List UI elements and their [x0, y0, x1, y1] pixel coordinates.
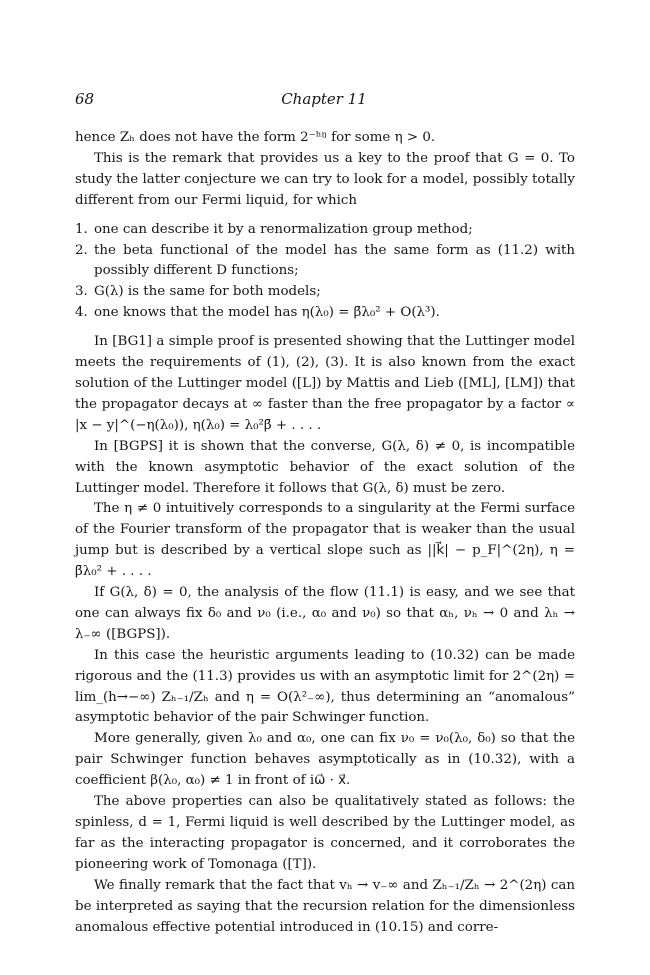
list-item-text: the beta functional of the model has the same form as (11.2) with possibly different D functions;	[94, 242, 575, 279]
list-item-number: 3.	[75, 284, 88, 300]
list-item	[75, 282, 575, 303]
paragraph: If G(λ, δ) = 0, the analysis of the flow (11.1) is easy, and we see that one can always fix δ₀ and ν₀ (i.e., α₀ and ν₀) so that αₕ, νₕ → 0 and λₕ → λ₋∞ ([BGPS]).	[75, 585, 575, 642]
paragraph: In this case the heuristic arguments leading to (10.32) can be made rigorous and the (11.3) provides us with an asymptotic limit for 2^(2η) = lim_(h→−∞) Zₕ₋₁/Zₕ and η = O(λ²₋∞), thus determining an “anomalous” asymptotic behavior of the pair Schwinger function.	[75, 647, 575, 726]
list-item-number: 2.	[75, 242, 88, 258]
list-item-number: 4.	[75, 305, 88, 321]
list-item-text: G(λ) is the same for both models;	[94, 284, 321, 300]
paragraph: hence Zₕ does not have the form 2⁻ʰᵑ for some η > 0.	[75, 130, 436, 145]
list-item-text: one can describe it by a renormalization group method;	[94, 221, 473, 237]
list-item-number: 1.	[75, 221, 88, 237]
paragraph: The above properties can also be qualitatively stated as follows: the spinless, d = 1, Fermi liquid is well described by the Luttinger model, as far as the interacting propagator is concerned, and it corroborates the pioneering work of Tomonaga ([T]).	[75, 794, 575, 872]
paragraph: The η ≠ 0 intuitively corresponds to a singularity at the Fermi surface of the Fourier transform of the propagator that is weaker than the usual jump but is described by a vertical slope such as ||k⃗| − p_F|^(2η), η = β̄λ₀² + . . . .	[75, 501, 575, 580]
running-head: Chapter 11	[281, 90, 367, 108]
requirements-list	[75, 220, 575, 325]
list-item	[75, 241, 575, 283]
paragraph: In [BG1] a simple proof is presented showing that the Luttinger model meets the requirements of (1), (2), (3). It is also known from the exact solution of the Luttinger model ([L]) by Mattis and Lieb ([ML], [LM]) that the propagator decays at ∞ faster than the free propagator by a factor ∝ |x − y|^(−η(λ₀)), η(λ₀) = λ₀²β̄ + . . . .	[75, 334, 575, 433]
paragraph: We finally remark that the fact that vₕ → v₋∞ and Zₕ₋₁/Zₕ → 2^(2η) can be interpreted as saying that the recursion relation for the dimensionless anomalous effective potential introduced in (10.15) and corre-	[75, 877, 575, 935]
list-item	[75, 220, 575, 241]
list-item	[75, 303, 575, 324]
paragraph: In [BGPS] it is shown that the converse, G(λ, δ) ≠ 0, is incompatible with the known asymptotic behavior of the exact solution of the Luttinger model. Therefore it follows that G(λ, δ) must be zero.	[75, 438, 575, 496]
page-number: 68	[75, 90, 95, 108]
paragraph: This is the remark that provides us a key to the proof that G = 0. To study the latter conjecture we can try to look for a model, possibly totally different from our Fermi liquid, for which	[75, 150, 575, 208]
list-item-text: one knows that the model has η(λ₀) = β̄λ₀² + O(λ³).	[94, 305, 440, 321]
body-text	[75, 128, 575, 938]
paragraph: More generally, given λ₀ and α₀, one can fix ν₀ = ν₀(λ₀, δ₀) so that the pair Schwinger function behaves asymptotically as in (10.32), with a coefficient β(λ₀, α₀) ≠ 1 in front of iω⃗ · x⃗.	[75, 731, 575, 789]
page-header	[75, 90, 573, 112]
